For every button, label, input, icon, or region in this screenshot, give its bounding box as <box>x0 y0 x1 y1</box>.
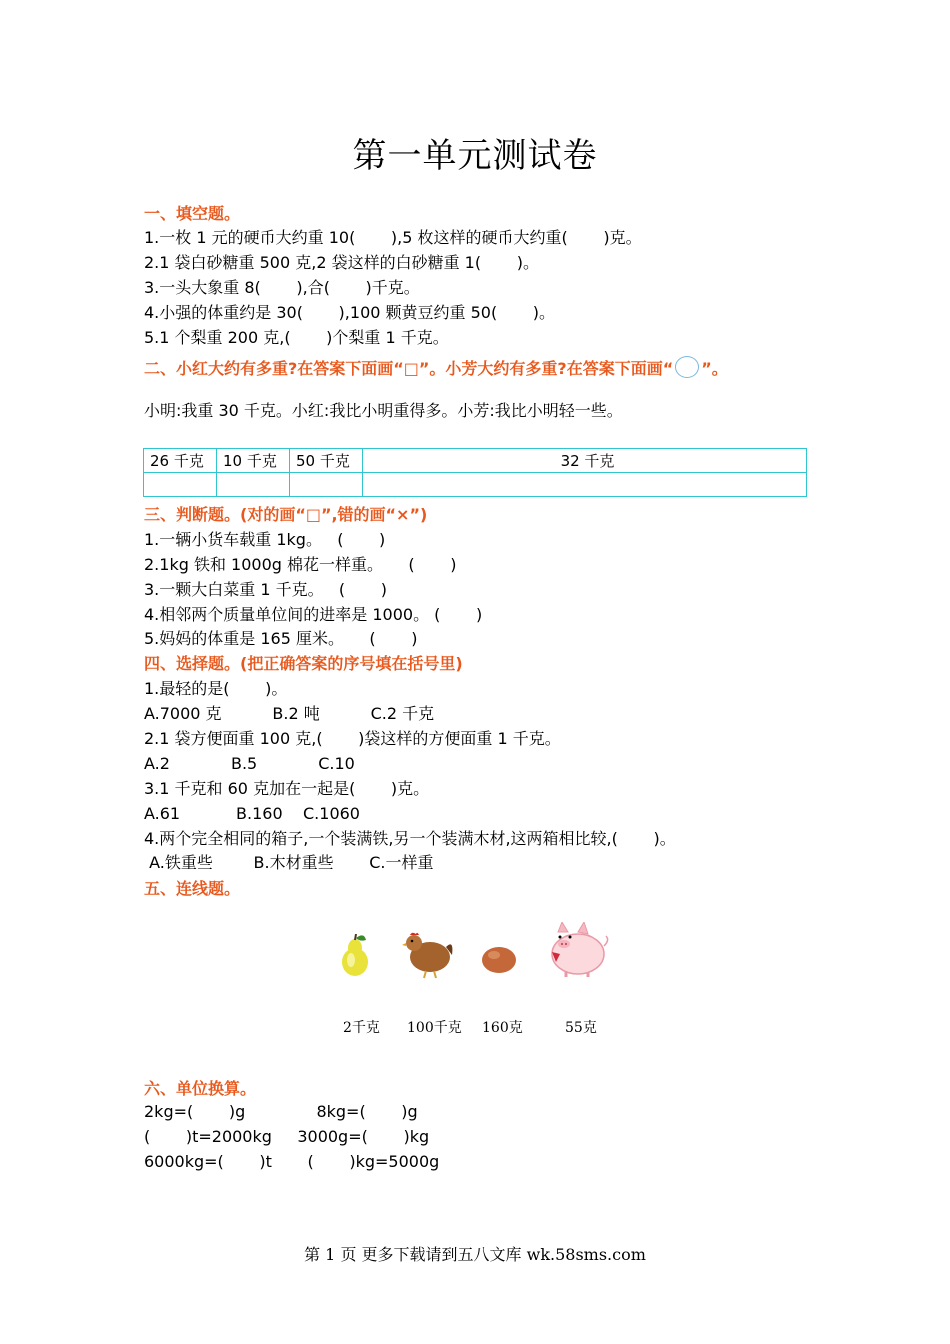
question-line: 4.小强的体重约是 30( ),100 颗黄豆约重 50( )。 <box>144 303 556 322</box>
choice-line: A.7000 克 B.2 吨 C.2 千克 <box>144 704 435 723</box>
weight-label: 100千克 <box>407 1020 462 1036</box>
option-cell: 10 千克 <box>217 449 290 473</box>
page-title: 第一单元测试卷 <box>352 136 598 176</box>
option-cell: 50 千克 <box>290 449 363 473</box>
question-line: 4.相邻两个质量单位间的进率是 1000。 ( ) <box>144 605 483 624</box>
answer-cell[interactable] <box>290 473 363 497</box>
question-line: 1.最轻的是( )。 <box>144 679 288 698</box>
context-sentence: 小明:我重 30 千克。小红:我比小明重得多。小芳:我比小明轻一些。 <box>144 401 623 420</box>
question-line: 3.1 千克和 60 克加在一起是( )克。 <box>144 779 430 798</box>
weight-label: 2千克 <box>343 1020 380 1036</box>
question-line: 3.一颗大白菜重 1 千克。 ( ) <box>144 580 387 599</box>
question-line: 3.一头大象重 8( ),合( )千克。 <box>144 278 420 297</box>
conversion-line: 6000kg=( )t ( )kg=5000g <box>144 1152 440 1171</box>
conversion-line: ( )t=2000kg 3000g=( )kg <box>144 1127 430 1146</box>
pig-icon <box>544 922 610 978</box>
question-line: 5.妈妈的体重是 165 厘米。 ( ) <box>144 629 418 648</box>
weight-label: 55克 <box>565 1020 597 1036</box>
question-line: 5.1 个梨重 200 克,( )个梨重 1 千克。 <box>144 328 449 347</box>
weight-options-table <box>143 448 807 497</box>
section-heading-part: ”。 <box>701 359 728 378</box>
page-footer: 第 1 页 更多下载请到五八文库 wk.58sms.com <box>304 1245 646 1264</box>
hen-icon <box>402 929 454 979</box>
question-line: 2.1kg 铁和 1000g 棉花一样重。 ( ) <box>144 555 457 574</box>
question-line: 2.1 袋白砂糖重 500 克,2 袋这样的白砂糖重 1( )。 <box>144 253 539 272</box>
weight-label: 160克 <box>482 1020 523 1036</box>
answer-cell[interactable] <box>217 473 290 497</box>
choice-line: A.61 B.160 C.1060 <box>144 804 360 823</box>
egg-icon <box>481 945 517 975</box>
answer-cell[interactable] <box>144 473 217 497</box>
question-line: 1.一辆小货车载重 1kg。 ( ) <box>144 530 386 549</box>
circle-icon <box>675 356 699 378</box>
question-line: 4.两个完全相同的箱子,一个装满铁,另一个装满木材,这两箱相比较,( )。 <box>144 829 676 848</box>
question-line: 1.一枚 1 元的硬币大约重 10( ),5 枚这样的硬币大约重( )克。 <box>144 228 642 247</box>
answer-cell[interactable] <box>363 473 807 497</box>
section-heading-part: 二、小红大约有多重?在答案下面画“□”。小芳大约有多重?在答案下面画“ <box>144 359 674 378</box>
section-heading-fill-blanks: 一、填空题。 <box>144 204 241 223</box>
section-heading-multiple-choice: 四、选择题。(把正确答案的序号填在括号里) <box>144 654 463 673</box>
pear-icon <box>338 934 376 978</box>
question-line: 2.1 袋方便面重 100 克,( )袋这样的方便面重 1 千克。 <box>144 729 561 748</box>
section-heading-unit-conversion: 六、单位换算。 <box>144 1079 257 1098</box>
option-cell: 26 千克 <box>144 449 217 473</box>
section-heading-matching: 五、连线题。 <box>144 879 241 898</box>
option-cell: 32 千克 <box>363 449 807 473</box>
choice-line: A.2 B.5 C.10 <box>144 754 355 773</box>
conversion-line: 2kg=( )g 8kg=( )g <box>144 1102 418 1121</box>
section-heading-estimate-weight <box>144 356 728 381</box>
section-heading-true-false: 三、判断题。(对的画“□”,错的画“×”) <box>144 505 428 524</box>
choice-line: A.铁重些 B.木材重些 C.一样重 <box>144 853 434 872</box>
